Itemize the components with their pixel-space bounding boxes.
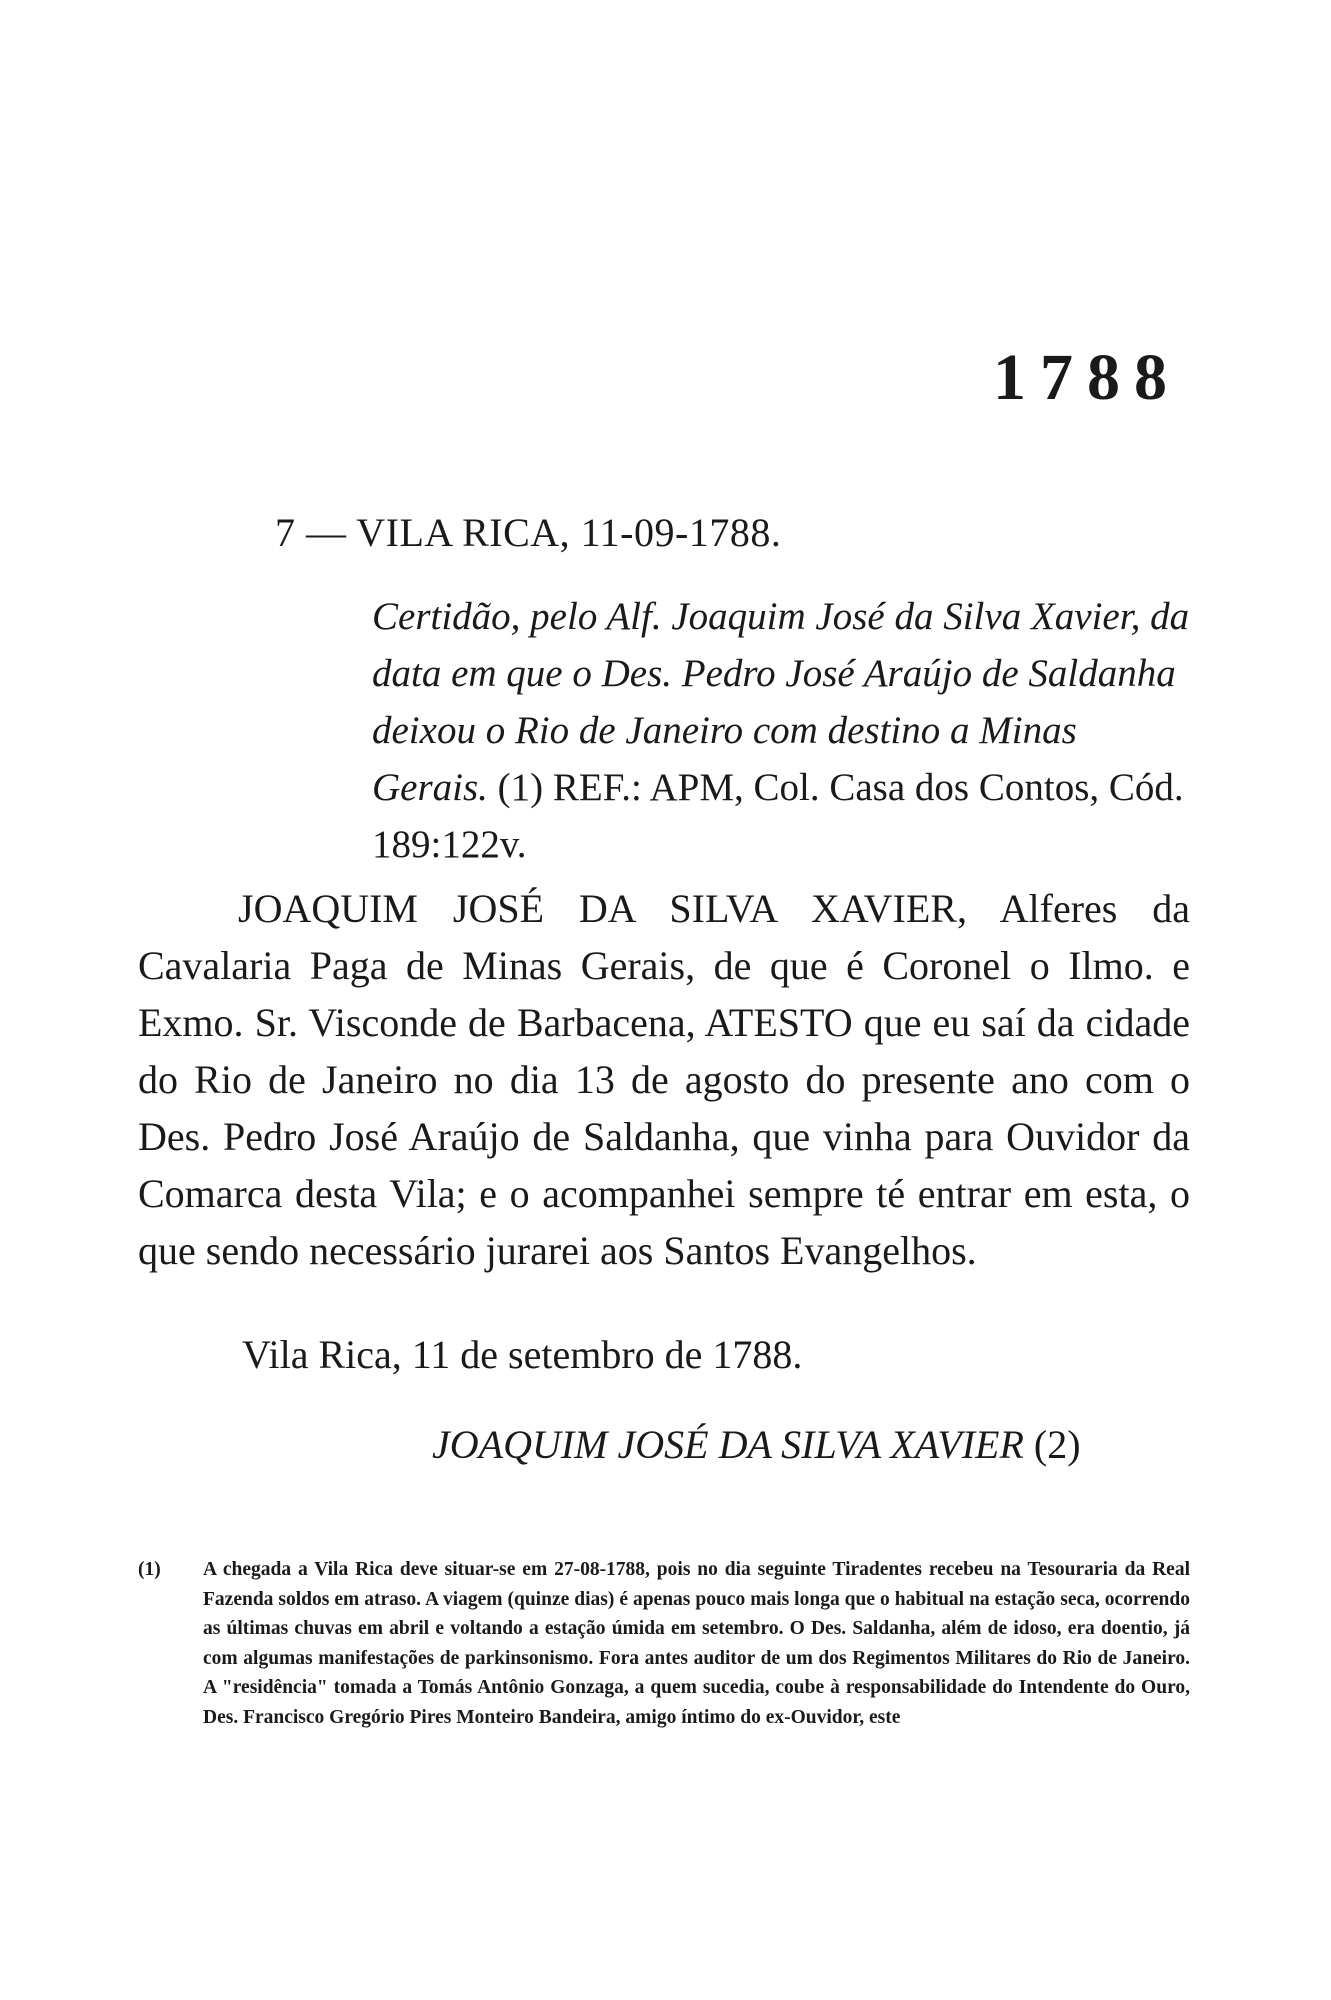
summary-description: Certidão, pelo Alf. Joaquim José da Silva Xavier, da data em que o Des. Pedro José Araújo de Saldanha deixou o Rio de Janeiro com destino a Minas Gerais. [372, 595, 1190, 809]
year-header: 1788 [993, 341, 1181, 414]
document-summary [372, 588, 1192, 873]
footnote-text: A chegada a Vila Rica deve situar-se em 27-08-1788, pois no dia seguinte Tiradentes recebeu na Tesouraria da Real Fazenda soldos em atraso. A viagem (quinze dias) é apenas pouco mais longa que o habitual na estação seca, ocorrendo as últimas chuvas em abril e voltando a estação úmida em setembro. O Des. Saldanha, além de idoso, era doentio, já com algumas manifestações de parkinsonismo. Fora antes auditor de um dos Regimentos Militares do Rio de Janeiro. A "residência" tomada a Tomás Antônio Gonzaga, a quem sucedia, coube à responsabilidade do Intendente do Ouro, Des. Francisco Gregório Pires Monteiro Bandeira, amigo íntimo do ex-Ouvidor, este [203, 1559, 1190, 1728]
place-date: Vila Rica, 11 de setembro de 1788. [242, 1332, 803, 1377]
footnote [138, 1555, 1190, 1732]
footnote-marker: (1) [138, 1559, 161, 1580]
signature [432, 1422, 1081, 1467]
summary-reference: (1) REF.: APM, Col. Casa dos Contos, Cód. 189:122v. [372, 766, 1184, 866]
signature-name: JOAQUIM JOSÉ DA SILVA XAVIER [432, 1422, 1024, 1467]
document-heading: 7 — VILA RICA, 11-09-1788. [275, 510, 782, 555]
document-body: JOAQUIM JOSÉ DA SILVA XAVIER, Alferes da Cavalaria Paga de Minas Gerais, de que é Coronel o Ilmo. e Exmo. Sr. Visconde de Barbacena, ATESTO que eu saí da cidade do Rio de Janeiro no dia 13 de agosto do presente ano com o Des. Pedro José Araújo de Saldanha, que vinha para Ouvidor da Comarca desta Vila; e o acompanhei sempre té entrar em esta, o que sendo necessário jurarei aos Santos Evangelhos. [138, 886, 1190, 1273]
signature-footnote-ref: (2) [1033, 1422, 1081, 1467]
